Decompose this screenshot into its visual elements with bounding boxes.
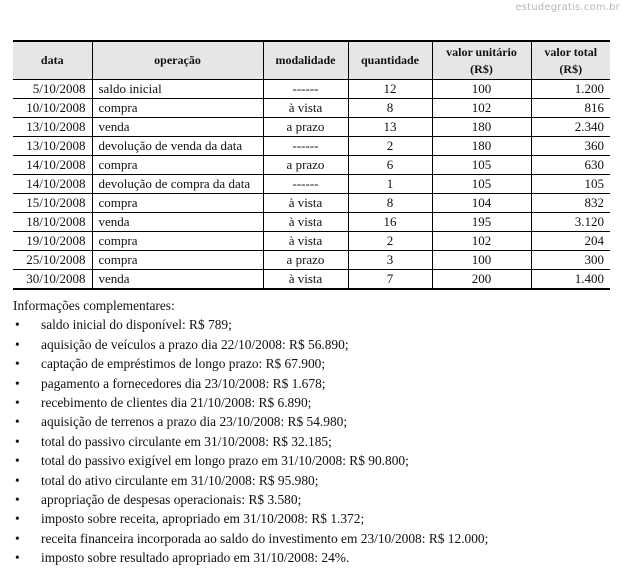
table-row [13,156,610,175]
cell-valor-total: 204 [531,232,610,251]
cell-quantidade: 16 [348,213,432,232]
header-data [13,41,92,80]
bullet-icon: • [15,414,20,430]
cell-data: 13/10/2008 [13,137,92,156]
bullet-icon: • [15,336,20,352]
info-item [13,471,488,490]
table-row [13,175,610,194]
cell-operacao: venda [92,213,263,232]
table-header-row [13,41,610,80]
operations-table [13,40,610,290]
cell-operacao: compra [92,194,263,213]
table-row [13,194,610,213]
cell-valor-unitario: 100 [432,251,531,270]
info-item [13,451,488,470]
table-row [13,99,610,118]
cell-operacao: compra [92,232,263,251]
header-valor-unitario-line2: (R$) [470,61,493,76]
cell-operacao: compra [92,156,263,175]
cell-data: 18/10/2008 [13,213,92,232]
cell-modalidade: à vista [263,99,348,118]
cell-valor-unitario: 100 [432,80,531,99]
table-body [13,80,610,290]
cell-valor-total: 105 [531,175,610,194]
header-valor-total [531,41,610,80]
cell-valor-total: 832 [531,194,610,213]
bullet-icon: • [15,550,20,566]
cell-valor-total: 1.200 [531,80,610,99]
info-list [13,315,488,567]
cell-valor-unitario: 180 [432,137,531,156]
info-item-text: aquisição de terrenos a prazo dia 23/10/2008: R$ 54.980; [41,414,348,430]
header-quantidade-label: quantidade [360,53,420,67]
cell-data: 25/10/2008 [13,251,92,270]
info-title: Informações complementares: [13,298,175,313]
cell-valor-total: 1.400 [531,270,610,290]
bullet-icon: • [15,375,20,391]
header-data-label: data [40,53,64,67]
cell-operacao: compra [92,251,263,270]
info-item [13,529,488,548]
header-valor-total-line1: valor total [544,44,598,59]
cell-valor-unitario: 104 [432,194,531,213]
cell-data: 10/10/2008 [13,99,92,118]
cell-valor-total: 816 [531,99,610,118]
info-item-text: total do ativo circulante em 31/10/2008: R$ 95.980; [41,472,319,488]
info-item-text: captação de empréstimos de longo prazo: R$ 67.900; [41,356,326,372]
cell-valor-unitario: 105 [432,156,531,175]
cell-valor-total: 360 [531,137,610,156]
cell-modalidade: a prazo [263,156,348,175]
info-item-text: total do passivo circulante em 31/10/2008: R$ 32.185; [41,433,332,449]
cell-valor-unitario: 102 [432,232,531,251]
table-row [13,118,610,137]
header-operacao [92,41,263,80]
cell-operacao: saldo inicial [92,80,263,99]
info-item [13,335,488,354]
cell-modalidade: ------ [263,175,348,194]
cell-valor-total: 300 [531,251,610,270]
cell-data: 19/10/2008 [13,232,92,251]
cell-quantidade: 6 [348,156,432,175]
header-valor-total-line2: (R$) [559,61,583,76]
cell-quantidade: 13 [348,118,432,137]
cell-data: 30/10/2008 [13,270,92,290]
cell-valor-total: 3.120 [531,213,610,232]
info-item [13,509,488,528]
info-item-text: imposto sobre resultado apropriado em 31/10/2008: 24%. [41,550,350,566]
info-item [13,432,488,451]
info-item-text: pagamento a fornecedores dia 23/10/2008: R$ 1.678; [41,375,326,391]
info-item [13,490,488,509]
header-quantidade [348,41,432,80]
cell-data: 15/10/2008 [13,194,92,213]
cell-modalidade: à vista [263,194,348,213]
cell-valor-total: 2.340 [531,118,610,137]
cell-modalidade: à vista [263,232,348,251]
info-item [13,548,488,567]
table-row [13,80,610,99]
cell-valor-unitario: 180 [432,118,531,137]
cell-modalidade: à vista [263,270,348,290]
bullet-icon: • [15,395,20,411]
table-row [13,213,610,232]
cell-modalidade: a prazo [263,251,348,270]
info-item [13,354,488,373]
table-row [13,251,610,270]
cell-valor-unitario: 105 [432,175,531,194]
cell-modalidade: ------ [263,137,348,156]
info-item-text: imposto sobre receita, apropriado em 31/10/2008: R$ 1.372; [41,511,365,527]
watermark: estudegratis.com.br [515,2,620,13]
cell-operacao: venda [92,270,263,290]
header-modalidade [263,41,348,80]
cell-modalidade: ------ [263,80,348,99]
cell-data: 14/10/2008 [13,175,92,194]
table-row [13,137,610,156]
cell-operacao: venda [92,118,263,137]
cell-valor-total: 630 [531,156,610,175]
info-item [13,412,488,431]
cell-operacao: devolução de compra da data [92,175,263,194]
cell-quantidade: 1 [348,175,432,194]
cell-valor-unitario: 102 [432,99,531,118]
bullet-icon: • [15,492,20,508]
cell-quantidade: 3 [348,251,432,270]
info-item [13,393,488,412]
info-item [13,374,488,393]
cell-quantidade: 12 [348,80,432,99]
bullet-icon: • [15,472,20,488]
bullet-icon: • [15,453,20,469]
cell-quantidade: 7 [348,270,432,290]
bullet-icon: • [15,530,20,546]
table-row [13,270,610,290]
cell-data: 5/10/2008 [13,80,92,99]
cell-modalidade: à vista [263,213,348,232]
bullet-icon: • [15,356,20,372]
cell-quantidade: 2 [348,232,432,251]
bullet-icon: • [15,317,20,333]
info-item-text: apropriação de despesas operacionais: R$ 3.580; [41,492,302,508]
header-modalidade-label: modalidade [275,53,336,67]
cell-quantidade: 8 [348,194,432,213]
info-item-text: receita financeira incorporada ao saldo do investimento em 23/10/2008: R$ 12.000; [41,530,489,546]
cell-valor-unitario: 200 [432,270,531,290]
complementary-info [13,296,488,568]
cell-data: 14/10/2008 [13,156,92,175]
cell-operacao: devolução de venda da data [92,137,263,156]
bullet-icon: • [15,433,20,449]
info-item [13,315,488,334]
cell-modalidade: a prazo [263,118,348,137]
info-item-text: aquisição de veículos a prazo dia 22/10/2008: R$ 56.890; [41,336,349,352]
header-valor-unitario [432,41,531,80]
info-item-text: recebimento de clientes dia 21/10/2008: R$ 6.890; [41,395,312,411]
info-item-text: total do passivo exigível em longo prazo em 31/10/2008: R$ 90.800; [41,453,409,469]
header-operacao-label: operação [154,53,201,67]
bullet-icon: • [15,511,20,527]
cell-data: 13/10/2008 [13,118,92,137]
cell-quantidade: 8 [348,99,432,118]
cell-valor-unitario: 195 [432,213,531,232]
cell-quantidade: 2 [348,137,432,156]
info-item-text: saldo inicial do disponível: R$ 789; [41,317,232,333]
table-row [13,232,610,251]
cell-operacao: compra [92,99,263,118]
header-valor-unitario-line1: valor unitário [446,44,517,59]
